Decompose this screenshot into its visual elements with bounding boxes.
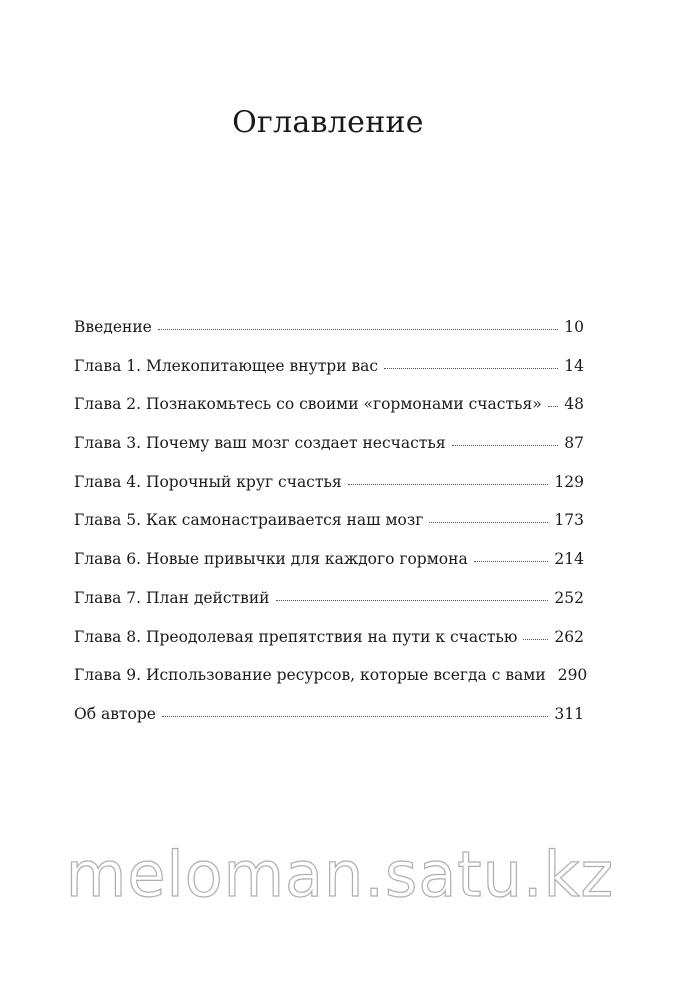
dot-leader — [523, 638, 548, 640]
dot-leader — [548, 405, 559, 407]
toc-entry-title: Глава 7. План действий — [74, 588, 270, 607]
toc-entry-title: Глава 1. Млекопитающее внутри вас — [74, 356, 379, 375]
toc-entry-title: Глава 4. Порочный круг счастья — [74, 472, 342, 491]
toc-entry-page: 290 — [557, 666, 588, 685]
dot-leader — [452, 444, 559, 446]
toc-entry-about-author — [74, 705, 584, 744]
toc-entry-page: 87 — [564, 434, 584, 453]
toc-entry-page: 14 — [564, 356, 584, 375]
toc-entry-chapter-5 — [74, 511, 584, 550]
toc-entry-title: Введение — [74, 318, 152, 336]
toc-entry-chapter-2 — [74, 395, 584, 434]
toc-entry-chapter-9 — [74, 666, 588, 705]
toc-entry-chapter-1 — [74, 357, 584, 396]
toc-entry-title: Глава 3. Почему ваш мозг создает несчастья — [74, 434, 446, 453]
dot-leader — [158, 328, 558, 330]
toc-entry-chapter-3 — [74, 434, 584, 473]
page-title: Оглавление — [232, 105, 424, 140]
toc-entry-title: Глава 2. Познакомьтесь со своими «гормонами счастья» — [74, 395, 542, 414]
dot-leader — [384, 367, 558, 369]
toc-entry-introduction — [74, 318, 584, 357]
toc-entry-page: 129 — [554, 472, 584, 491]
toc-entry-chapter-6 — [74, 550, 584, 589]
dot-leader — [276, 599, 549, 601]
dot-leader — [348, 483, 549, 485]
dot-leader — [162, 715, 548, 717]
toc-entry-page: 10 — [564, 318, 584, 336]
toc-entry-page: 48 — [564, 395, 584, 414]
toc-entry-chapter-7 — [74, 589, 584, 628]
toc-entry-chapter-8 — [74, 628, 584, 667]
toc-entry-title: Глава 9. Использование ресурсов, которые всегда с вами — [74, 666, 546, 685]
toc-entry-chapter-4 — [74, 473, 584, 512]
dot-leader — [429, 521, 548, 523]
toc-entry-page: 252 — [554, 588, 584, 607]
toc-entry-page: 173 — [554, 511, 584, 530]
dot-leader — [474, 560, 549, 562]
toc-entry-page: 214 — [554, 550, 584, 569]
toc-entry-page: 262 — [554, 627, 584, 646]
table-of-contents — [74, 318, 588, 744]
toc-entry-title: Глава 8. Преодолевая препятствия на пути к счастью — [74, 627, 518, 646]
toc-entry-title: Об авторе — [74, 704, 156, 723]
watermark: meloman.satu.kz — [65, 838, 615, 911]
toc-entry-title: Глава 5. Как самонастраивается наш мозг — [74, 511, 424, 530]
toc-entry-title: Глава 6. Новые привычки для каждого гормона — [74, 550, 468, 569]
toc-entry-page: 311 — [554, 704, 584, 723]
